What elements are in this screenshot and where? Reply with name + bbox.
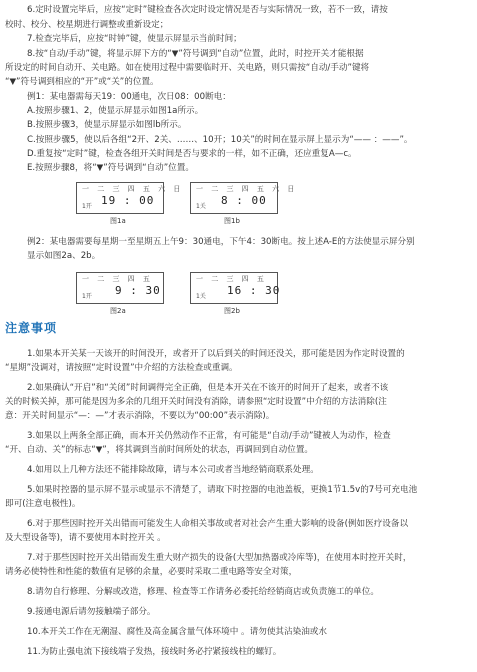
note-line: “开、自动、关”的标志“▼”，将其调到当前时间所处的状态，再调回到自动位置。	[5, 445, 314, 455]
note-line: 即可(注意电极性)。	[5, 499, 81, 509]
note-line: 关的时候关掉，那可能是因为多余的几组开关时间没有消除，请参照“定时设置”中介绍的方法消除(注	[5, 397, 387, 407]
figure-caption: 图2b	[224, 307, 240, 315]
lcd-group-label: 1关	[196, 203, 206, 210]
lcd-time: 8 : 00	[221, 194, 267, 207]
notes-heading: 注意事项	[5, 321, 58, 335]
note-line: 8.请勿自行修理、分解或改造，修理、检查等工作请务必委托给经销商店或负责施工的单位。	[27, 587, 379, 597]
lcd-group-label: 1开	[82, 203, 92, 210]
note-line: 3.如果以上两条全部正确，而本开关仍然动作不正常，有可能是“自动/手动”键被人为动作，检查	[27, 431, 391, 441]
note-line: 请务必使特性和性能的数值有足够的余量，必要时采取二重电路等安全对策，	[5, 567, 298, 577]
lcd-group-label: 1关	[196, 293, 206, 300]
para-line: 7.检查完毕后，应按“时钟”键，使显示屏显示当前时间；	[27, 34, 242, 44]
lcd-group-label: 1开	[82, 293, 92, 300]
para-line: E.按照步骤8，将“▼”符号调到“自动”位置。	[27, 163, 194, 173]
lcd-weekdays: 一 二 三 四 五	[196, 275, 267, 283]
note-line: 5.如果时控器的显示屏不显示或显示不清楚了，请取下时控器的电池盖板，更换1节1.5v的7号可充电池	[27, 485, 418, 495]
para-line: 例1：某电器需每天19：00通电，次日08：00断电：	[27, 92, 231, 102]
note-line: 9.接通电源后请勿接触端子部分。	[27, 607, 156, 617]
note-line: 及大型设备等)，请不要使用本时控开关 。	[5, 533, 166, 543]
lcd-figure-1a	[76, 182, 184, 214]
note-line: 2.如果确认“开启”和“关闭”时间调得完全正确，但是本开关在不该开的时间开了起来，或者不该	[27, 383, 389, 393]
note-line: 意：开关时间显示“—：—”才表示消除，不要以为“00:00”表示消除)。	[5, 411, 275, 421]
para-line: 6.定时设置完毕后，应按“定时”键检查各次定时设定情况是否与实际情况一致，若不一致，请按	[27, 5, 388, 15]
lcd-weekdays: 一 二 三 四 五	[82, 275, 153, 283]
para-line: “▼”符号调到相应的“开”或“关”的位置。	[5, 77, 159, 87]
lcd-figure-2a	[76, 272, 164, 304]
para-line: A.按照步骤1、2，使显示屏显示如图1a所示。	[27, 106, 204, 116]
figure-caption: 图1b	[224, 217, 240, 225]
lcd-figure-2b	[190, 272, 281, 304]
para-line: 所设定的时间自动开、关电路。如在使用过程中需要临时开、关电路，则只需按“自动/手动”键将	[5, 63, 370, 73]
lcd-weekdays: 一 二 三 四 五 六 日	[82, 185, 184, 193]
note-line: 10.本开关工作在无潮湿、腐性及高金属含量气体环境中 。请勿使其沾染油或水	[27, 627, 327, 637]
figure-caption: 图2a	[110, 307, 126, 315]
lcd-time: 9 : 30	[115, 284, 161, 297]
note-line: 11.为防止强电流下接线端子发热，接线时务必拧紧接线柱的螺钉。	[27, 647, 282, 657]
para-line: 显示如图2a、2b。	[27, 251, 101, 261]
note-line: 4.如用以上几种方法还不能排除故障，请与本公司或者当地经销商联系处理。	[27, 465, 319, 475]
para-line: D.重复按“定时”键，检查各组开关时间是否与要求的一样，如不正确，还应重复A—c。	[27, 149, 357, 159]
para-line: B.按照步骤3，使显示屏显示如图lb所示。	[27, 120, 187, 130]
note-line: 1.如果本开关某一天该开的时间没开，或者开了以后到关的时间还没关，那可能是因为作定时设置的	[27, 349, 405, 359]
para-line: C.按照步骤5，使以后各组“2开、2关、……、10开；10关”的时间在显示屏上显示为“—— ：——”。	[27, 135, 413, 145]
para-line: 8.按“自动/手动”键，将显示屏下方的“▼”符号调到“自动”位置，此时，时控开关才能根据	[27, 49, 364, 59]
note-line: 7.对于那些因时控开关出错而发生重大财产损失的设备(大型加热器或冷库等)，在使用本时控开关时，	[27, 553, 412, 563]
note-line: 6.对于那些因时控开关出错而可能发生人命相关事故或者对社会产生重大影响的设备(例如医疗设备以	[27, 519, 409, 529]
para-line: 校时、校分、校星期进行调整或重新设定；	[5, 20, 169, 30]
para-line: 例2：某电器需要每星期一至星期五上午9：30通电，下午4：30断电。按上述A-E的方法使显示屏分别	[27, 237, 415, 247]
figure-caption: 图1a	[110, 217, 126, 225]
lcd-figure-1b	[190, 182, 298, 214]
lcd-time: 19 : 00	[101, 194, 155, 207]
lcd-weekdays: 一 二 三 四 五 六 日	[196, 185, 298, 193]
lcd-time: 16 : 30	[227, 284, 281, 297]
note-line: “星期”没调对，请按照“定时设置”中介绍的方法检查或重调。	[5, 363, 238, 373]
